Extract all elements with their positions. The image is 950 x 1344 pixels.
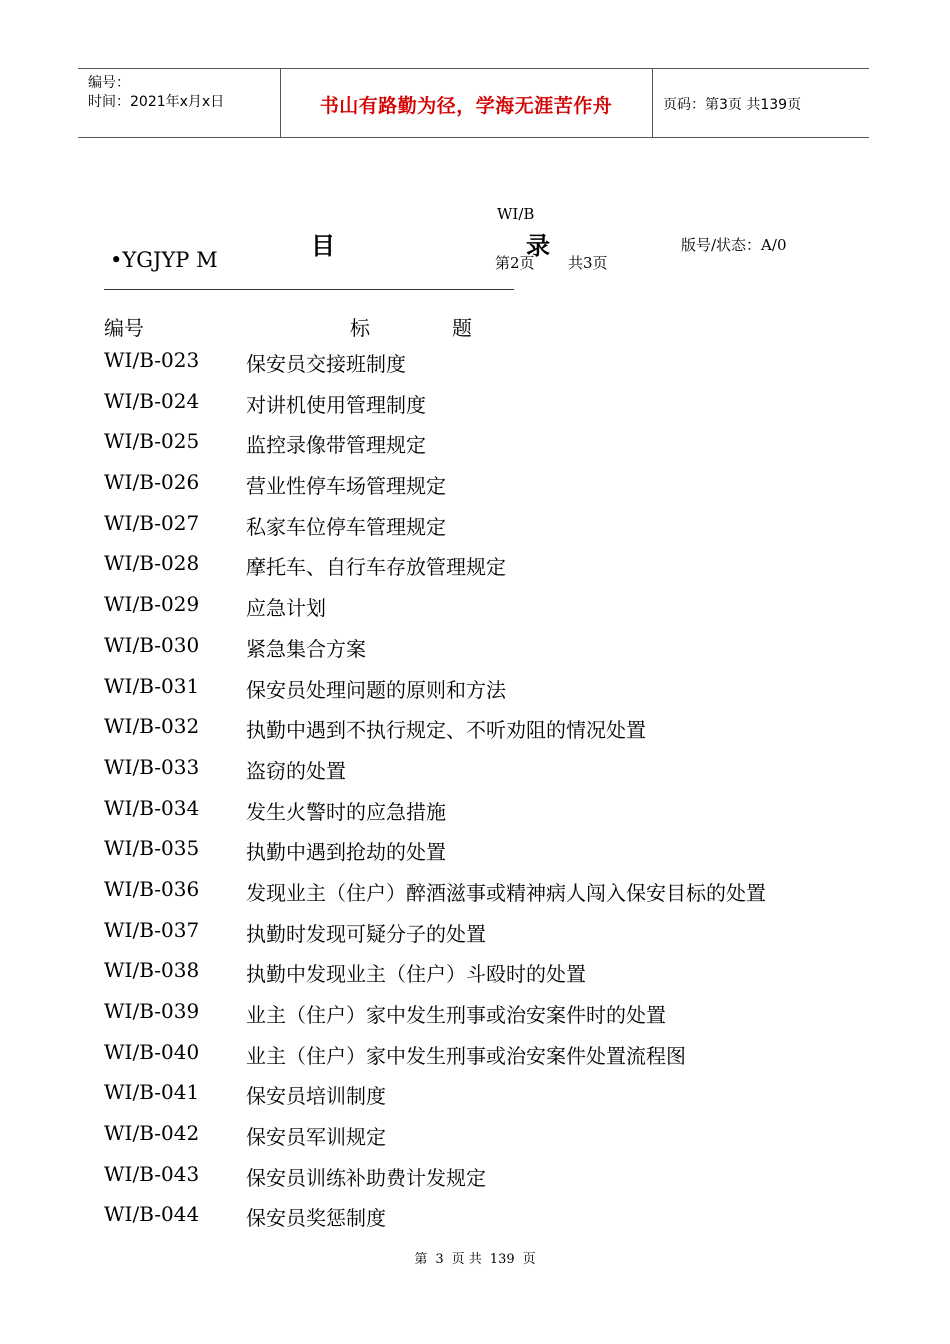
motto: 书山有路勤为径，学海无涯苦作舟 bbox=[319, 95, 613, 117]
toc-code: WI/B-026 bbox=[104, 470, 200, 495]
toc-title: 私家车位停车管理规定 bbox=[246, 514, 446, 539]
toc-code: WI/B-023 bbox=[104, 348, 200, 372]
toc-title: 执勤中发现业主（住户）斗殴时的处置 bbox=[246, 962, 586, 987]
page-code: 页码：第3页 共139页 bbox=[663, 97, 802, 113]
footer-prefix: 第 bbox=[414, 1252, 428, 1267]
header-table bbox=[78, 68, 869, 138]
section-page-number: 第2页 bbox=[495, 254, 535, 272]
toc-title: 紧急集合方案 bbox=[246, 636, 366, 661]
toc-title: 保安员培训制度 bbox=[246, 1084, 386, 1109]
toc-code: WI/B-043 bbox=[104, 1161, 200, 1186]
toc-title: 盗窃的处置 bbox=[246, 758, 346, 783]
doc-number-label: 编号： bbox=[88, 75, 130, 91]
toc-code: WI/B-024 bbox=[104, 388, 200, 413]
toc-title: 保安员奖惩制度 bbox=[246, 1206, 386, 1231]
toc-code: WI/B-038 bbox=[104, 958, 200, 983]
toc-title: 发现业主（住户）醉酒滋事或精神病人闯入保安目标的处置 bbox=[246, 880, 766, 905]
toc-title: 监控录像带管理规定 bbox=[246, 433, 426, 458]
header-middle-cell bbox=[280, 69, 653, 137]
toc-title: 业主（住户）家中发生刑事或治安案件时的处置 bbox=[246, 1003, 666, 1027]
toc-code: WI/B-042 bbox=[104, 1121, 200, 1146]
toc-code: WI/B-039 bbox=[104, 999, 200, 1023]
footer-middle: 页 共 bbox=[451, 1252, 482, 1267]
toc-title: 发生火警时的应急措施 bbox=[246, 799, 446, 824]
column-header-title: 标题 bbox=[350, 316, 554, 340]
toc-code: WI/B-034 bbox=[104, 795, 200, 820]
toc-title: 保安员军训规定 bbox=[246, 1125, 386, 1150]
footer-page: 3 bbox=[435, 1252, 444, 1267]
toc-title: 保安员训练补助费计发规定 bbox=[246, 1165, 486, 1190]
toc-code: WI/B-044 bbox=[104, 1202, 200, 1227]
version-status: 版号/状态：A/0 bbox=[681, 236, 787, 254]
wib-code: WI/B bbox=[497, 205, 535, 223]
toc-code: WI/B-029 bbox=[104, 592, 200, 617]
toc-code: WI/B-035 bbox=[104, 836, 200, 861]
toc-title: 执勤中遇到抢劫的处置 bbox=[246, 840, 446, 865]
toc-code: WI/B-041 bbox=[104, 1080, 200, 1105]
toc-title: 应急计划 bbox=[246, 596, 326, 621]
company-code: •YGJYP M bbox=[110, 248, 218, 272]
toc-title: 保安员交接班制度 bbox=[246, 352, 406, 376]
footer-total: 139 bbox=[489, 1252, 515, 1267]
toc-title: 保安员处理问题的原则和方法 bbox=[246, 677, 506, 702]
toc-code: WI/B-036 bbox=[104, 876, 200, 901]
toc-title: 执勤中遇到不执行规定、不听劝阻的情况处置 bbox=[246, 718, 646, 743]
page-footer bbox=[0, 1248, 950, 1267]
toc-code: WI/B-032 bbox=[104, 714, 200, 739]
section-page-total: 共3页 bbox=[568, 254, 608, 272]
toc-code: WI/B-027 bbox=[104, 510, 200, 535]
toc-title: 业主（住户）家中发生刑事或治安案件处置流程图 bbox=[246, 1043, 686, 1068]
toc-code: WI/B-040 bbox=[104, 1039, 200, 1064]
footer-suffix: 页 bbox=[522, 1252, 536, 1267]
doc-time: 时间：2021年x月x日 bbox=[88, 94, 225, 110]
header-right-cell bbox=[653, 69, 869, 137]
toc-code: WI/B-030 bbox=[104, 632, 200, 657]
title-char-1: 目 bbox=[311, 232, 335, 260]
column-header-code: 编号 bbox=[104, 316, 144, 340]
toc-code: WI/B-033 bbox=[104, 754, 200, 779]
title-char-2: 录 bbox=[526, 232, 550, 260]
divider bbox=[104, 289, 514, 290]
header-left-cell bbox=[78, 69, 281, 137]
toc-title: 对讲机使用管理制度 bbox=[246, 392, 426, 417]
toc-title: 营业性停车场管理规定 bbox=[246, 474, 446, 499]
toc-title: 执勤时发现可疑分子的处置 bbox=[246, 921, 486, 946]
toc-code: WI/B-025 bbox=[104, 429, 200, 454]
toc-code: WI/B-031 bbox=[104, 673, 200, 698]
toc-title: 摩托车、自行车存放管理规定 bbox=[246, 555, 506, 580]
toc-code: WI/B-037 bbox=[104, 917, 200, 942]
toc-code: WI/B-028 bbox=[104, 551, 200, 576]
